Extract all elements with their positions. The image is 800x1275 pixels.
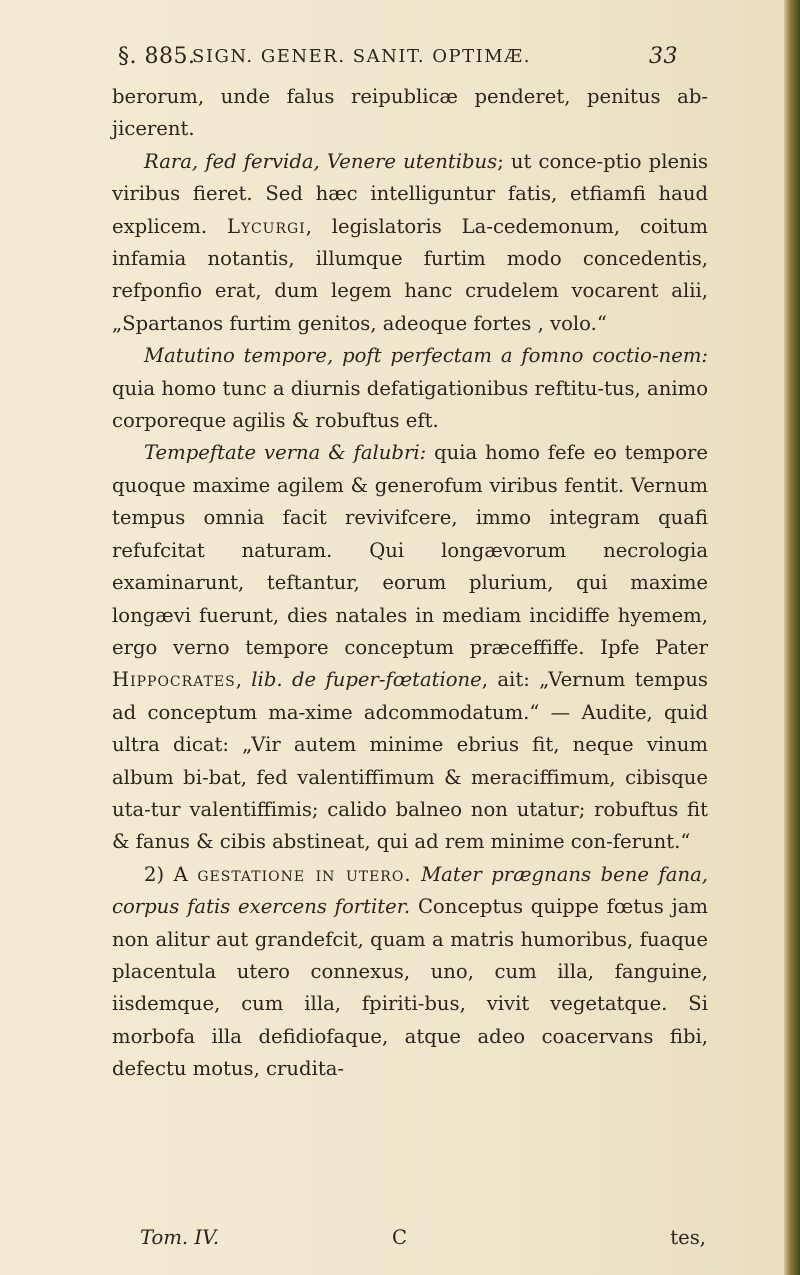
page-number: 33	[649, 44, 678, 69]
text-run: Rara, fed fervida, Venere utentibus	[144, 149, 498, 173]
text-run: , ait: „Vernum tempus ad conceptum ma-xime adcommodatum.“ — Audite, quid ultra dicat: „Vir autem minime ebrius fit, neque vinum album bi-bat, fed valentiffimum & meraciffimum, cibisque uta-tur valentiffimis; calido balneo non utatur; robuftus fit & fanus & cibis abstineat, qui ad rem minime con-ferunt.“	[112, 668, 708, 854]
text-run: Lycurgi	[226, 214, 306, 238]
paragraph	[112, 340, 708, 437]
signature-mark: C	[392, 1226, 407, 1249]
text-run	[412, 863, 422, 886]
text-run: gestatione in utero.	[197, 862, 412, 886]
text-run: ; ut conce-ptio plenis viribus fieret. Sed hæc intelliguntur fatis, etfiamfi haud explicem.	[112, 149, 709, 238]
running-header	[118, 44, 678, 80]
section-number: §. 885.	[118, 44, 196, 69]
text-run: 2) A	[144, 862, 198, 886]
text-run: berorum, unde falus reipublicæ penderet, penitus ab-jicerent.	[112, 85, 708, 141]
text-run: lib. de fuper-fœtatione	[251, 668, 482, 692]
text-run: quia homo tunc a diurnis defatigationibus reftitu-tus, animo corporeque agilis & robuftus eft.	[112, 376, 708, 433]
text-run: Hippocrates	[112, 668, 236, 692]
page-edge	[784, 0, 800, 1275]
paragraph	[112, 81, 708, 146]
running-title: SIGN. GENER. SANIT. OPTIMÆ.	[192, 46, 531, 67]
text-run: , legislatoris La-cedemonum, coitum infamia notantis, illumque furtim modo concedentis, refponfio erat, dum legem hanc crudelem vocarent alii, „Spartanos furtim genitos, adeoque fortes , volo.“	[112, 214, 709, 335]
body-text	[112, 81, 708, 1086]
volume-mark: Tom. IV.	[140, 1226, 220, 1249]
text-run: ,	[235, 668, 252, 692]
paragraph	[112, 437, 708, 858]
text-run: quia homo fefe eo tempore quoque maxime agilem & generofum viribus fentit. Vernum tempus omnia facit revivifcere, immo integram quafi refufcitat naturam. Qui longævorum necrologia examinarunt, teftantur, eorum plurium, qui maxime longævi fuerunt, dies natales in mediam incidiffe hyemem, ergo verno tempore conceptum præceffiffe. Ipfe Pater	[112, 441, 708, 659]
page-footer	[112, 1226, 708, 1260]
text-run: Mater prægnans bene fana, corpus fatis exercens fortiter.	[112, 862, 708, 919]
paragraph	[112, 859, 708, 1086]
paragraph	[112, 146, 708, 340]
catchword: tes,	[670, 1226, 706, 1249]
text-run: Tempeftate verna & falubri:	[144, 441, 427, 465]
text-run: Conceptus quippe fœtus jam non alitur aut grandefcit, quam a matris humoribus, fuaque placentula utero connexus, uno, cum illa, fanguine, iisdemque, cum illa, fpiriti-bus, vivit vegetatque. Si morbofa illa defidiofaque, atque adeo coacervans fibi, defectu motus, crudita-	[112, 895, 708, 1081]
text-run: Matutino tempore, poft perfectam a fomno coctio-nem:	[144, 344, 708, 368]
